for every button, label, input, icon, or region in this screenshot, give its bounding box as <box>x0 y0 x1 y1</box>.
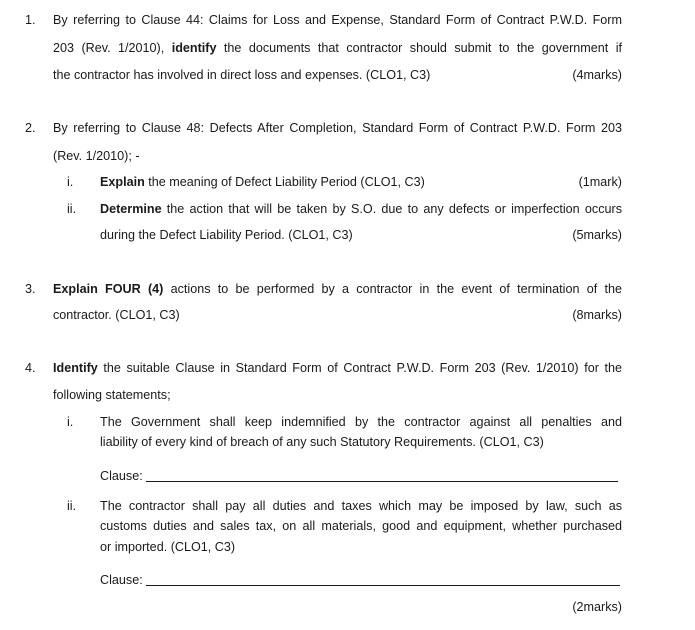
q3-number: 3. <box>25 282 36 296</box>
q4-i-clause-answer-line[interactable] <box>146 481 618 482</box>
q3-line1: Explain FOUR (4) actions to be performed by a contractor in the event of termination of the <box>53 282 622 296</box>
q2-line2: (Rev. 1/2010); - <box>53 149 140 163</box>
q1-marks: (4marks) <box>572 68 622 82</box>
q4-number: 4. <box>25 361 36 375</box>
q4-ii-line2: customs duties and sales tax, on all materials, good and equipment, whether purchased <box>100 519 622 533</box>
q3-line2: contractor. (CLO1, C3) <box>53 308 180 322</box>
q4-i-number: i. <box>67 415 74 429</box>
q2-ii-line2: during the Defect Liability Period. (CLO1, C3) <box>100 228 353 242</box>
q1-keyword: identify <box>171 41 217 55</box>
q4-line1: Identify the suitable Clause in Standard Form of Contract P.W.D. Form 203 (Rev. 1/2010) for the <box>53 361 622 375</box>
q1-line1: By referring to Clause 44: Claims for Loss and Expense, Standard Form of Contract P.W.D. Form <box>53 13 622 27</box>
q4-i-clause-label: Clause: <box>100 469 143 483</box>
q4-ii-line1: The contractor shall pay all duties and taxes which may be imposed by law, such as <box>100 499 622 513</box>
q4-marks: (2marks) <box>572 600 622 614</box>
q2-i-text: Explain the meaning of Defect Liability Period (CLO1, C3) <box>100 175 425 189</box>
q4-i-line2: liability of every kind of breach of any such Statutory Requirements. (CLO1, C3) <box>100 435 544 449</box>
q2-ii-number: ii. <box>67 202 77 216</box>
q2-ii-line1: Determine the action that will be taken by S.O. due to any defects or imperfection occurs <box>100 202 622 216</box>
q1-line3: the contractor has involved in direct loss and expenses. (CLO1, C3) <box>53 68 431 82</box>
q1-line2: 203 (Rev. 1/2010), identify the documents that contractor should submit to the government if <box>53 41 622 55</box>
q4-ii-clause-answer-line[interactable] <box>146 585 620 586</box>
q1-number: 1. <box>25 13 36 27</box>
q2-line1: By referring to Clause 48: Defects After Completion, Standard Form of Contract P.W.D. Form 203 <box>53 121 622 135</box>
q3-marks: (8marks) <box>572 308 622 322</box>
q2-i-marks: (1mark) <box>578 175 622 189</box>
q4-ii-number: ii. <box>67 499 77 513</box>
q4-i-line1: The Government shall keep indemnified by the contractor against all penalties and <box>100 415 622 429</box>
q4-ii-line3: or imported. (CLO1, C3) <box>100 540 236 554</box>
q4-ii-clause-label: Clause: <box>100 573 143 587</box>
q2-number: 2. <box>25 121 36 135</box>
q2-ii-marks: (5marks) <box>572 228 622 242</box>
q4-line2: following statements; <box>53 388 171 402</box>
q2-i-number: i. <box>67 175 74 189</box>
